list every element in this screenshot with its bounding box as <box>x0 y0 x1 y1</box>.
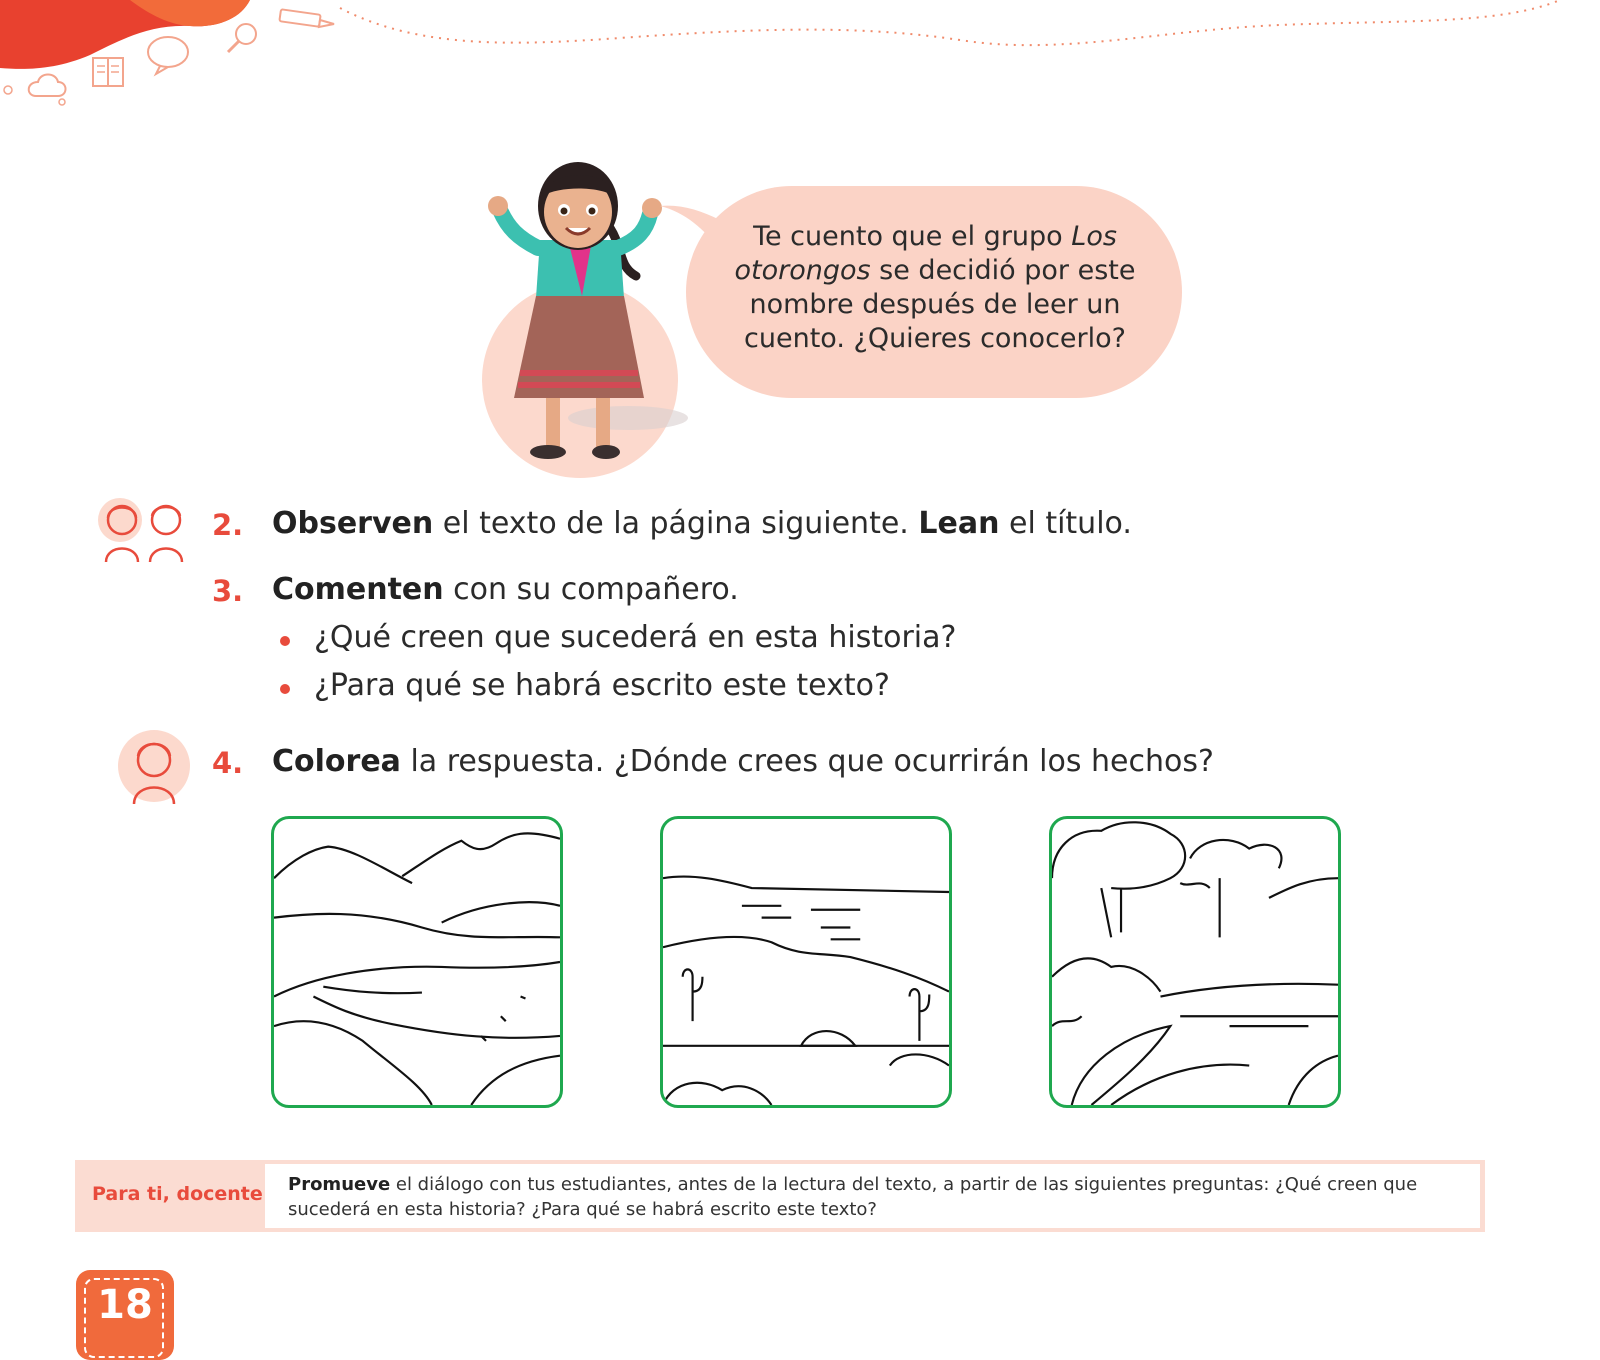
teacher-note-verb: Promueve <box>288 1174 391 1195</box>
item-2-number: 2. <box>212 508 244 542</box>
item-3-number: 3. <box>212 574 244 608</box>
scene-mountains-river[interactable] <box>271 816 563 1108</box>
cloud-icon <box>4 75 66 106</box>
magnifier-icon <box>228 24 256 52</box>
teacher-note-label: Para ti, docente <box>92 1183 263 1205</box>
item-2-verb: Observen <box>272 506 434 541</box>
desert-sea-drawing <box>663 819 949 1105</box>
item-4-number: 4. <box>212 746 244 780</box>
page-number: 18 <box>97 1282 153 1328</box>
pencil-icon <box>279 9 334 27</box>
jungle-drawing <box>1052 819 1338 1105</box>
item-2-text <box>272 506 1132 541</box>
item-4-text1: la respuesta. ¿Dónde crees que ocurrirán los hechos? <box>400 744 1214 779</box>
bullet-dot <box>280 636 290 646</box>
scene-jungle[interactable] <box>1049 816 1341 1108</box>
mountains-river-drawing <box>274 819 560 1105</box>
bullet-dot <box>280 684 290 694</box>
pair-students-icon <box>98 494 190 564</box>
speech-text-part1: Te cuento que el grupo <box>753 221 1072 252</box>
speech-text <box>730 220 1140 356</box>
speech-text-part2: se decidió por este nombre después de leer un cuento. ¿Quieres conocerlo? <box>744 255 1136 354</box>
item-3-text1: con su compañero. <box>443 572 739 607</box>
item-3-verb: Comenten <box>272 572 444 607</box>
item-3-text <box>272 572 739 607</box>
girl-illustration <box>478 148 708 478</box>
book-icon <box>93 58 123 86</box>
speech-text-italic: Los otorongos <box>734 221 1117 286</box>
teacher-note-sentence: el diálogo con tus estudiantes, antes de la lectura del texto, a partir de las siguientes preguntas: ¿Qué creen que sucederá en esta historia? ¿Para qué se habrá escrito este texto? <box>288 1174 1418 1220</box>
item-2-text2: el título. <box>999 506 1132 541</box>
item-4-verb: Colorea <box>272 744 401 779</box>
bullet-question-2: ¿Para qué se habrá escrito este texto? <box>314 668 890 703</box>
teacher-note-text <box>288 1172 1478 1222</box>
speech-icon <box>148 37 188 74</box>
item-2-text1: el texto de la página siguiente. <box>433 506 919 541</box>
item-2-verb2: Lean <box>918 506 1000 541</box>
scene-desert-sea[interactable] <box>660 816 952 1108</box>
bullet-question-1: ¿Qué creen que sucederá en esta historia? <box>314 620 957 655</box>
header-decoration <box>0 0 1600 120</box>
item-4-text <box>272 744 1214 779</box>
single-student-icon <box>116 728 192 804</box>
